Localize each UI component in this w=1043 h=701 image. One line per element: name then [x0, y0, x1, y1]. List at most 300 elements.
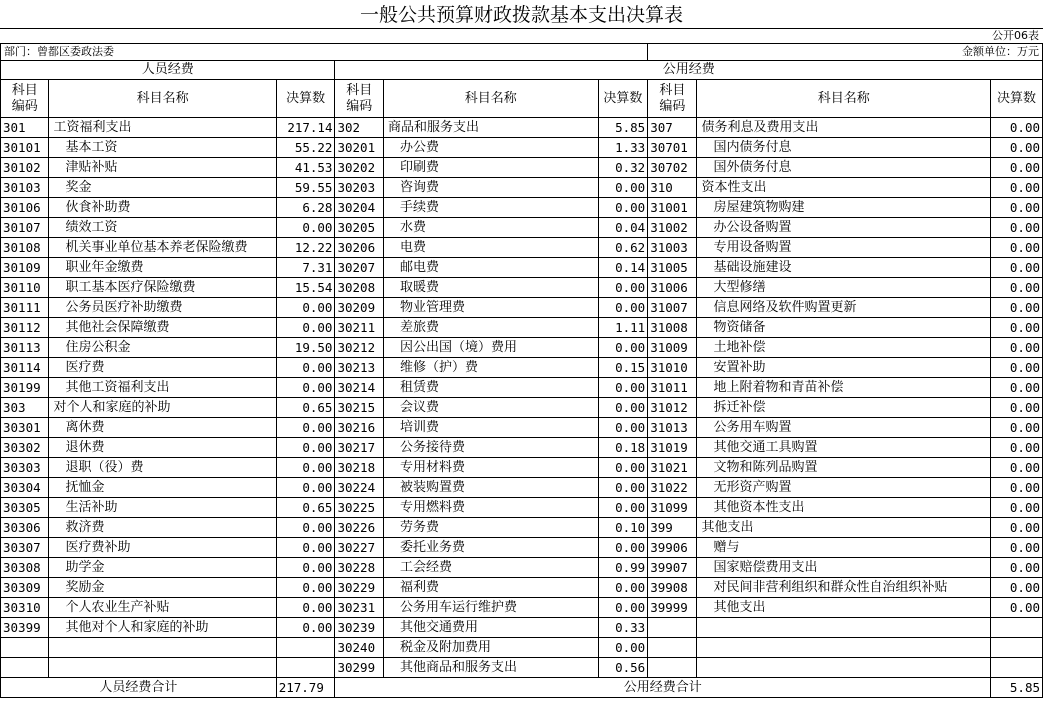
personnel-total-label: 人员经费合计: [1, 678, 277, 698]
item-amount: 0.00: [991, 118, 1043, 138]
item-code: 30216: [335, 418, 383, 438]
item-name: 救济费: [49, 518, 276, 538]
table-row: [1, 498, 1043, 518]
item-name: 其他商品和服务支出: [383, 658, 598, 678]
item-code: 31019: [648, 438, 697, 458]
item-name: 租赁费: [383, 378, 598, 398]
table-row: [1, 658, 1043, 678]
table-row: [1, 418, 1043, 438]
table-row: [1, 258, 1043, 278]
item-amount: 0.00: [991, 138, 1043, 158]
item-name: 其他交通工具购置: [697, 438, 991, 458]
item-amount: 0.00: [276, 618, 335, 638]
table-body: [1, 44, 1043, 698]
item-name: 税金及附加费用: [383, 638, 598, 658]
item-amount: 0.00: [991, 498, 1043, 518]
item-amount: 0.00: [991, 258, 1043, 278]
item-code: 30204: [335, 198, 383, 218]
table-row: [1, 358, 1043, 378]
item-code: 30301: [1, 418, 49, 438]
item-code: 30225: [335, 498, 383, 518]
item-name: [49, 638, 276, 658]
item-code: [1, 658, 49, 678]
item-name: 大型修缮: [697, 278, 991, 298]
table-row: [1, 598, 1043, 618]
item-name: 医疗费: [49, 358, 276, 378]
item-amount: 0.00: [598, 338, 648, 358]
item-code: 30214: [335, 378, 383, 398]
item-name: 国外债务付息: [697, 158, 991, 178]
item-amount: 5.85: [598, 118, 648, 138]
item-name: 其他对个人和家庭的补助: [49, 618, 276, 638]
item-code: 30114: [1, 358, 49, 378]
item-code: 30109: [1, 258, 49, 278]
item-name: 助学金: [49, 558, 276, 578]
table-row: [1, 178, 1043, 198]
item-name: 被装购置费: [383, 478, 598, 498]
table-row: [1, 118, 1043, 138]
item-amount: 0.00: [991, 278, 1043, 298]
item-code: 30231: [335, 598, 383, 618]
table-row: [1, 638, 1043, 658]
item-code: 310: [648, 178, 697, 198]
item-amount: 7.31: [276, 258, 335, 278]
item-code: 30207: [335, 258, 383, 278]
item-name: [697, 638, 991, 658]
item-amount: 0.00: [991, 578, 1043, 598]
item-amount: 0.00: [991, 418, 1043, 438]
item-name: 奖金: [49, 178, 276, 198]
header-code: 科目 编码: [335, 80, 383, 118]
item-name: 印刷费: [383, 158, 598, 178]
item-code: 30112: [1, 318, 49, 338]
item-code: 31011: [648, 378, 697, 398]
item-amount: 0.00: [991, 598, 1043, 618]
item-amount: 0.00: [991, 218, 1043, 238]
item-name: 个人农业生产补贴: [49, 598, 276, 618]
item-code: 30111: [1, 298, 49, 318]
item-code: 30103: [1, 178, 49, 198]
item-name: 其他交通费用: [383, 618, 598, 638]
item-amount: [276, 638, 335, 658]
item-code: 30228: [335, 558, 383, 578]
item-code: 30226: [335, 518, 383, 538]
item-name: 劳务费: [383, 518, 598, 538]
item-amount: 0.00: [991, 198, 1043, 218]
item-name: 专用材料费: [383, 458, 598, 478]
item-amount: 0.14: [598, 258, 648, 278]
item-code: 31010: [648, 358, 697, 378]
item-code: 30101: [1, 138, 49, 158]
item-code: 30310: [1, 598, 49, 618]
item-amount: 15.54: [276, 278, 335, 298]
item-amount: 0.00: [598, 578, 648, 598]
table-row: [1, 338, 1043, 358]
table-row: [1, 298, 1043, 318]
item-code: 30209: [335, 298, 383, 318]
item-name: 电费: [383, 238, 598, 258]
table-row: [1, 278, 1043, 298]
item-amount: 0.00: [276, 598, 335, 618]
item-code: 39908: [648, 578, 697, 598]
item-code: 31001: [648, 198, 697, 218]
item-code: 31021: [648, 458, 697, 478]
item-amount: 0.00: [276, 458, 335, 478]
total-row: [1, 678, 1043, 698]
item-amount: 0.00: [991, 358, 1043, 378]
item-name: 国家赔偿费用支出: [697, 558, 991, 578]
item-code: 30218: [335, 458, 383, 478]
item-amount: 0.00: [598, 498, 648, 518]
item-code: 30227: [335, 538, 383, 558]
item-code: 31006: [648, 278, 697, 298]
item-name: 资本性支出: [697, 178, 991, 198]
item-name: 津贴补贴: [49, 158, 276, 178]
item-name: 公务用车购置: [697, 418, 991, 438]
item-name: [697, 618, 991, 638]
item-amount: 0.65: [276, 498, 335, 518]
divider: [0, 28, 1043, 29]
section-header-row: [1, 61, 1043, 80]
item-amount: 0.33: [598, 618, 648, 638]
table-row: [1, 198, 1043, 218]
expenditure-table: [0, 43, 1043, 698]
item-code: 399: [648, 518, 697, 538]
item-amount: 0.00: [276, 358, 335, 378]
item-code: 30102: [1, 158, 49, 178]
item-name: 生活补助: [49, 498, 276, 518]
item-name: 差旅费: [383, 318, 598, 338]
item-amount: 0.10: [598, 518, 648, 538]
item-code: 30224: [335, 478, 383, 498]
header-amount: 决算数: [598, 80, 648, 118]
item-name: 公务用车运行维护费: [383, 598, 598, 618]
item-code: 30304: [1, 478, 49, 498]
header-name: 科目名称: [49, 80, 276, 118]
item-amount: 0.00: [991, 458, 1043, 478]
item-name: 安置补助: [697, 358, 991, 378]
item-name: 其他资本性支出: [697, 498, 991, 518]
item-name: [49, 658, 276, 678]
item-amount: 0.00: [991, 518, 1043, 538]
table-row: [1, 558, 1043, 578]
item-name: 基本工资: [49, 138, 276, 158]
item-code: 30303: [1, 458, 49, 478]
item-name: 退职（役）费: [49, 458, 276, 478]
item-amount: 217.14: [276, 118, 335, 138]
item-amount: 0.00: [991, 238, 1043, 258]
item-amount: 1.11: [598, 318, 648, 338]
item-amount: 0.99: [598, 558, 648, 578]
item-code: 307: [648, 118, 697, 138]
item-code: 31022: [648, 478, 697, 498]
item-name: 地上附着物和青苗补偿: [697, 378, 991, 398]
item-amount: 0.00: [276, 518, 335, 538]
item-code: 30217: [335, 438, 383, 458]
table-row: [1, 618, 1043, 638]
item-code: 31008: [648, 318, 697, 338]
item-code: 30399: [1, 618, 49, 638]
item-name: [697, 658, 991, 678]
item-name: 文物和陈列品购置: [697, 458, 991, 478]
item-amount: 0.00: [276, 578, 335, 598]
item-amount: 0.00: [991, 298, 1043, 318]
item-amount: 0.00: [991, 558, 1043, 578]
item-code: 30702: [648, 158, 697, 178]
item-code: 39999: [648, 598, 697, 618]
item-amount: 0.00: [598, 478, 648, 498]
item-name: 奖励金: [49, 578, 276, 598]
item-amount: 0.00: [598, 538, 648, 558]
item-amount: 0.00: [598, 458, 648, 478]
item-name: 抚恤金: [49, 478, 276, 498]
item-amount: 0.00: [276, 478, 335, 498]
item-code: 30113: [1, 338, 49, 358]
item-name: 拆迁补偿: [697, 398, 991, 418]
item-name: 取暖费: [383, 278, 598, 298]
item-name: 房屋建筑物购建: [697, 198, 991, 218]
item-amount: 0.56: [598, 658, 648, 678]
item-amount: 0.62: [598, 238, 648, 258]
item-amount: 0.00: [598, 178, 648, 198]
item-code: 31009: [648, 338, 697, 358]
item-name: 其他支出: [697, 518, 991, 538]
item-amount: 0.00: [598, 378, 648, 398]
item-amount: 0.00: [598, 418, 648, 438]
item-amount: 41.53: [276, 158, 335, 178]
unit-label: 金额单位：万元: [962, 45, 1039, 58]
table-row: [1, 538, 1043, 558]
item-name: 机关事业单位基本养老保险缴费: [49, 238, 276, 258]
header-name: 科目名称: [697, 80, 991, 118]
item-code: [1, 638, 49, 658]
item-amount: 0.00: [276, 218, 335, 238]
item-code: 30213: [335, 358, 383, 378]
item-code: 30206: [335, 238, 383, 258]
item-name: 住房公积金: [49, 338, 276, 358]
item-code: 30212: [335, 338, 383, 358]
item-name: 维修（护）费: [383, 358, 598, 378]
item-code: 30208: [335, 278, 383, 298]
item-code: 30302: [1, 438, 49, 458]
page-title: 一般公共预算财政拨款基本支出决算表: [359, 4, 683, 26]
item-code: 30106: [1, 198, 49, 218]
item-code: 30239: [335, 618, 383, 638]
item-name: 其他工资福利支出: [49, 378, 276, 398]
table-row: [1, 378, 1043, 398]
item-name: 咨询费: [383, 178, 598, 198]
item-name: 基础设施建设: [697, 258, 991, 278]
item-code: 303: [1, 398, 49, 418]
item-name: 工会经费: [383, 558, 598, 578]
item-amount: 0.00: [276, 318, 335, 338]
item-name: 职业年金缴费: [49, 258, 276, 278]
item-code: 30199: [1, 378, 49, 398]
item-name: 退休费: [49, 438, 276, 458]
item-name: 国内债务付息: [697, 138, 991, 158]
item-amount: 0.00: [276, 438, 335, 458]
item-amount: 0.04: [598, 218, 648, 238]
item-code: 31003: [648, 238, 697, 258]
item-name: 专用设备购置: [697, 238, 991, 258]
item-amount: 0.00: [598, 198, 648, 218]
section-personnel: 人员经费: [1, 61, 335, 80]
item-code: 30211: [335, 318, 383, 338]
item-amount: 0.00: [991, 178, 1043, 198]
item-amount: 0.00: [598, 638, 648, 658]
item-amount: 59.55: [276, 178, 335, 198]
table-row: [1, 138, 1043, 158]
item-amount: 0.00: [598, 278, 648, 298]
item-name: 信息网络及软件购置更新: [697, 298, 991, 318]
header-code: 科目 编码: [1, 80, 49, 118]
item-amount: 55.22: [276, 138, 335, 158]
item-amount: 0.00: [991, 378, 1043, 398]
item-name: 办公费: [383, 138, 598, 158]
item-name: 委托业务费: [383, 538, 598, 558]
item-amount: 0.00: [991, 338, 1043, 358]
item-name: 绩效工资: [49, 218, 276, 238]
item-name: 会议费: [383, 398, 598, 418]
item-name: 债务利息及费用支出: [697, 118, 991, 138]
item-name: 伙食补助费: [49, 198, 276, 218]
item-amount: 0.00: [598, 298, 648, 318]
public-total-label: 公用经费合计: [335, 678, 991, 698]
item-name: 专用燃料费: [383, 498, 598, 518]
table-row: [1, 458, 1043, 478]
item-name: 物业管理费: [383, 298, 598, 318]
item-code: 31002: [648, 218, 697, 238]
public-total-amount: 5.85: [991, 678, 1043, 698]
item-amount: 1.33: [598, 138, 648, 158]
item-name: 培训费: [383, 418, 598, 438]
item-amount: 0.00: [991, 438, 1043, 458]
item-name: 离休费: [49, 418, 276, 438]
item-amount: 0.32: [598, 158, 648, 178]
item-code: 30305: [1, 498, 49, 518]
header-name: 科目名称: [383, 80, 598, 118]
item-name: 因公出国（境）费用: [383, 338, 598, 358]
item-amount: [991, 618, 1043, 638]
item-amount: 0.00: [598, 598, 648, 618]
table-row: [1, 578, 1043, 598]
table-row: [1, 478, 1043, 498]
section-public: 公用经费: [335, 61, 1043, 80]
column-header-row: [1, 80, 1043, 118]
item-code: 30203: [335, 178, 383, 198]
item-amount: [991, 638, 1043, 658]
item-name: 手续费: [383, 198, 598, 218]
item-name: 无形资产购置: [697, 478, 991, 498]
item-code: [648, 658, 697, 678]
header-code: 科目 编码: [648, 80, 697, 118]
item-code: [648, 638, 697, 658]
item-code: 30306: [1, 518, 49, 538]
item-code: 30240: [335, 638, 383, 658]
item-code: 30201: [335, 138, 383, 158]
item-name: 职工基本医疗保险缴费: [49, 278, 276, 298]
item-code: 30307: [1, 538, 49, 558]
item-amount: [991, 658, 1043, 678]
item-amount: 0.15: [598, 358, 648, 378]
table-row: [1, 398, 1043, 418]
item-code: 30701: [648, 138, 697, 158]
item-name: 医疗费补助: [49, 538, 276, 558]
item-code: 31099: [648, 498, 697, 518]
item-amount: 0.00: [991, 318, 1043, 338]
item-name: 对个人和家庭的补助: [49, 398, 276, 418]
item-name: 物资储备: [697, 318, 991, 338]
item-name: 其他支出: [697, 598, 991, 618]
table-row: [1, 158, 1043, 178]
item-code: 30110: [1, 278, 49, 298]
item-amount: 0.00: [276, 378, 335, 398]
item-code: 39907: [648, 558, 697, 578]
item-name: 福利费: [383, 578, 598, 598]
item-amount: 0.00: [991, 478, 1043, 498]
table-row: [1, 238, 1043, 258]
item-amount: [276, 658, 335, 678]
item-code: 30229: [335, 578, 383, 598]
item-name: 工资福利支出: [49, 118, 276, 138]
item-amount: 6.28: [276, 198, 335, 218]
item-amount: 0.18: [598, 438, 648, 458]
item-name: 水费: [383, 218, 598, 238]
header-amount: 决算数: [991, 80, 1043, 118]
item-amount: 0.00: [598, 398, 648, 418]
item-code: 30205: [335, 218, 383, 238]
item-code: 31013: [648, 418, 697, 438]
item-name: 对民间非营利组织和群众性自治组织补贴: [697, 578, 991, 598]
item-name: 公务接待费: [383, 438, 598, 458]
item-amount: 0.65: [276, 398, 335, 418]
item-amount: 0.00: [991, 158, 1043, 178]
item-code: [648, 618, 697, 638]
header-amount: 决算数: [276, 80, 335, 118]
item-name: 办公设备购置: [697, 218, 991, 238]
item-amount: 0.00: [276, 298, 335, 318]
item-code: 39906: [648, 538, 697, 558]
item-code: 301: [1, 118, 49, 138]
department-label: 部门：曾都区委政法委: [4, 45, 114, 58]
item-code: 31005: [648, 258, 697, 278]
item-amount: 12.22: [276, 238, 335, 258]
item-amount: 0.00: [276, 538, 335, 558]
item-code: 30202: [335, 158, 383, 178]
table-number: 公开06表: [992, 29, 1039, 42]
item-name: 其他社会保障缴费: [49, 318, 276, 338]
item-code: 30299: [335, 658, 383, 678]
item-code: 30215: [335, 398, 383, 418]
table-row: [1, 518, 1043, 538]
item-code: 30309: [1, 578, 49, 598]
item-name: 商品和服务支出: [383, 118, 598, 138]
item-name: 邮电费: [383, 258, 598, 278]
item-code: 31007: [648, 298, 697, 318]
item-code: 302: [335, 118, 383, 138]
item-amount: 0.00: [991, 538, 1043, 558]
item-name: 赠与: [697, 538, 991, 558]
personnel-total-amount: 217.79: [276, 678, 335, 698]
item-amount: 19.50: [276, 338, 335, 358]
item-code: 31012: [648, 398, 697, 418]
table-row: [1, 438, 1043, 458]
item-name: 土地补偿: [697, 338, 991, 358]
item-code: 30108: [1, 238, 49, 258]
item-code: 30308: [1, 558, 49, 578]
table-row: [1, 318, 1043, 338]
item-amount: 0.00: [991, 398, 1043, 418]
